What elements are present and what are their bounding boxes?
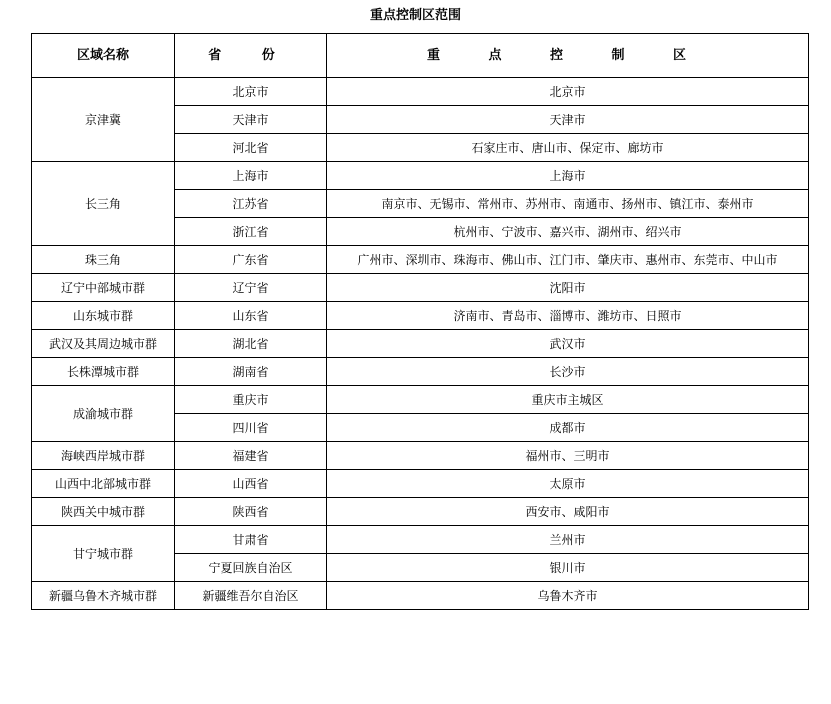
province-cell: 福建省	[175, 442, 327, 470]
table-row	[32, 442, 809, 470]
key-area-cell: 北京市	[327, 78, 809, 106]
key-area-cell: 西安市、咸阳市	[327, 498, 809, 526]
province-cell: 新疆维吾尔自治区	[175, 582, 327, 610]
key-area-cell: 银川市	[327, 554, 809, 582]
table-row	[32, 582, 809, 610]
region-name-cell: 成渝城市群	[32, 386, 175, 442]
region-name-cell: 珠三角	[32, 246, 175, 274]
region-name-cell: 京津冀	[32, 78, 175, 162]
key-area-cell: 太原市	[327, 470, 809, 498]
province-cell: 宁夏回族自治区	[175, 554, 327, 582]
table-row	[32, 78, 809, 106]
key-area-cell: 兰州市	[327, 526, 809, 554]
region-name-cell: 山东城市群	[32, 302, 175, 330]
table-row	[32, 386, 809, 414]
key-area-cell: 乌鲁木齐市	[327, 582, 809, 610]
province-cell: 上海市	[175, 162, 327, 190]
province-cell: 甘肃省	[175, 526, 327, 554]
province-cell: 河北省	[175, 134, 327, 162]
province-cell: 浙江省	[175, 218, 327, 246]
table-row	[32, 470, 809, 498]
province-cell: 山西省	[175, 470, 327, 498]
province-cell: 四川省	[175, 414, 327, 442]
key-area-cell: 石家庄市、唐山市、保定市、廊坊市	[327, 134, 809, 162]
key-area-cell: 天津市	[327, 106, 809, 134]
region-name-cell: 武汉及其周边城市群	[32, 330, 175, 358]
region-name-cell: 山西中北部城市群	[32, 470, 175, 498]
province-cell: 重庆市	[175, 386, 327, 414]
table-body	[32, 78, 809, 610]
region-name-cell: 新疆乌鲁木齐城市群	[32, 582, 175, 610]
region-name-cell: 长株潭城市群	[32, 358, 175, 386]
header-region: 区域名称	[32, 34, 175, 78]
region-name-cell: 甘宁城市群	[32, 526, 175, 582]
header-province: 省 份	[175, 34, 327, 78]
province-cell: 江苏省	[175, 190, 327, 218]
key-area-cell: 福州市、三明市	[327, 442, 809, 470]
table-header-row	[32, 34, 809, 78]
province-cell: 辽宁省	[175, 274, 327, 302]
region-name-cell: 辽宁中部城市群	[32, 274, 175, 302]
key-area-cell: 广州市、深圳市、珠海市、佛山市、江门市、肇庆市、惠州市、东莞市、中山市	[327, 246, 809, 274]
key-area-cell: 长沙市	[327, 358, 809, 386]
key-area-cell: 成都市	[327, 414, 809, 442]
key-control-area-table	[31, 33, 809, 610]
region-name-cell: 陕西关中城市群	[32, 498, 175, 526]
table-row	[32, 302, 809, 330]
table-title: 重点控制区范围	[369, 8, 461, 23]
table-row	[32, 246, 809, 274]
key-area-cell: 沈阳市	[327, 274, 809, 302]
province-cell: 湖北省	[175, 330, 327, 358]
province-cell: 广东省	[175, 246, 327, 274]
province-cell: 山东省	[175, 302, 327, 330]
region-name-cell: 长三角	[32, 162, 175, 246]
table-row	[32, 526, 809, 554]
key-area-cell: 重庆市主城区	[327, 386, 809, 414]
header-key-area: 重 点 控 制 区	[327, 34, 809, 78]
table-row	[32, 162, 809, 190]
key-area-cell: 上海市	[327, 162, 809, 190]
province-cell: 北京市	[175, 78, 327, 106]
table-row	[32, 358, 809, 386]
province-cell: 陕西省	[175, 498, 327, 526]
region-name-cell: 海峡西岸城市群	[32, 442, 175, 470]
key-area-cell: 杭州市、宁波市、嘉兴市、湖州市、绍兴市	[327, 218, 809, 246]
key-area-cell: 济南市、青岛市、淄博市、潍坊市、日照市	[327, 302, 809, 330]
province-cell: 湖南省	[175, 358, 327, 386]
province-cell: 天津市	[175, 106, 327, 134]
key-area-cell: 武汉市	[327, 330, 809, 358]
key-area-cell: 南京市、无锡市、常州市、苏州市、南通市、扬州市、镇江市、泰州市	[327, 190, 809, 218]
table-row	[32, 498, 809, 526]
table-row	[32, 330, 809, 358]
table-row	[32, 274, 809, 302]
